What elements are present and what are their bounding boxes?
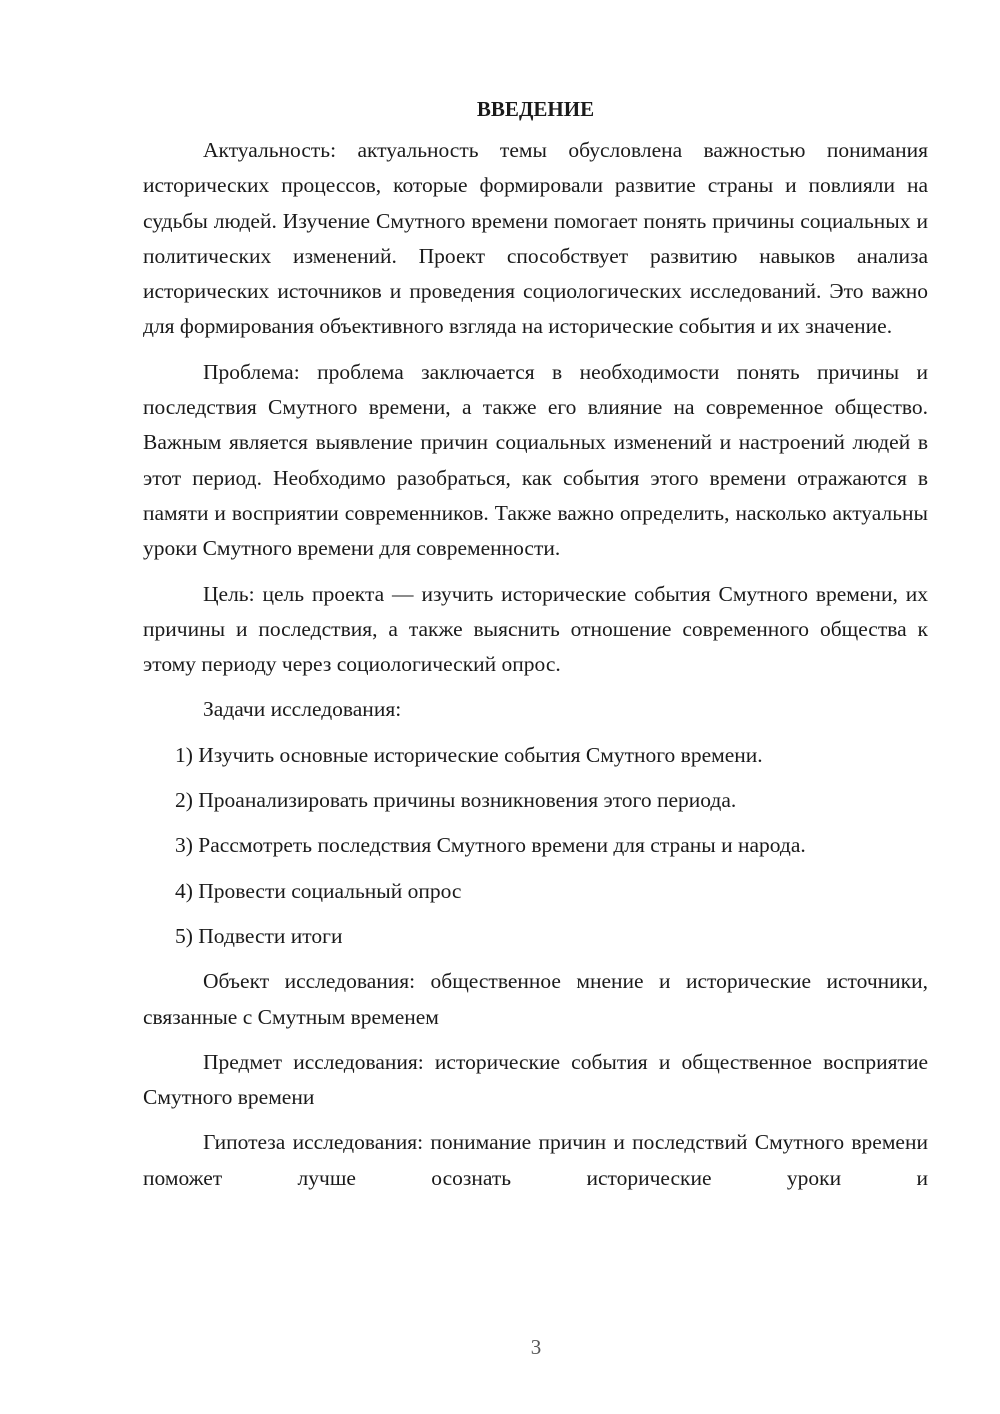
task-item: 1) Изучить основные исторические события Смутного времени.	[175, 742, 763, 767]
tasks-heading: Задачи исследования:	[203, 697, 402, 722]
object-paragraph: Объект исследования: общественное мнение и исторические источники, связанные с Смутным временем	[143, 969, 928, 1029]
problem-paragraph: Проблема: проблема заключается в необходимости понять причины и последствия Смутного времени, а также его влияние на современное общество. Важным является выявление причин социальных изменений и настроений людей в этот период. Необходимо разобраться, как события этого времени отражаются в памяти и восприятии современников. Также важно определить, насколько актуальны уроки Смутного времени для современности.	[143, 359, 928, 561]
goal-paragraph: Цель: цель проекта — изучить исторические события Смутного времени, их причины и последствия, а также выяснить отношение современного общества к этому периоду через социологический опрос.	[143, 581, 928, 677]
task-item: 3) Рассмотреть последствия Смутного времени для страны и народа.	[175, 833, 806, 858]
task-item: 4) Провести социальный опрос	[175, 878, 462, 903]
task-item: 5) Подвести итоги	[175, 923, 343, 948]
page-number: 3	[530, 1335, 542, 1359]
hypothesis-paragraph: Гипотеза исследования: понимание причин и последствий Смутного времени поможет лучше осознать исторические уроки и	[143, 1130, 928, 1190]
relevance-paragraph: Актуальность: актуальность темы обусловлена важностью понимания исторических процессов, которые формировали развитие страны и повлияли на судьбы людей. Изучение Смутного времени помогает понять причины социальных и политических изменений. Проект способствует развитию навыков анализа исторических источников и проведения социологических исследований. Это важно для формирования объективного взгляда на исторические события и их значение.	[143, 138, 928, 339]
subject-paragraph: Предмет исследования: исторические события и общественное восприятие Смутного времени	[143, 1049, 928, 1110]
task-item: 2) Проанализировать причины возникновения этого периода.	[175, 788, 737, 813]
page-content	[143, 92, 928, 1196]
section-title: ВВЕДЕНИЕ	[476, 97, 595, 121]
